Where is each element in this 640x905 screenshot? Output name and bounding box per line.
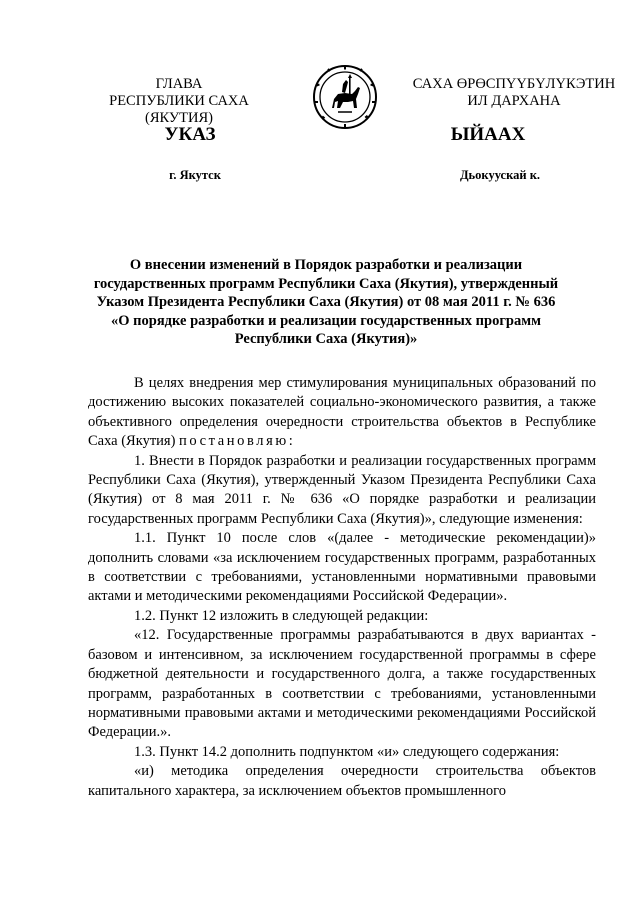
decree-body [88, 374, 596, 801]
preamble-text: В целях внедрения мер стимулирования муниципальных образований по достижению высоких показателей социально-экономического развития, а также объективного определения очередности строительства объектов в Республике Саха (Якутия) [88, 375, 596, 450]
decree-label-sah: ЫЙААХ [450, 124, 526, 145]
header-right-line2: ИЛ ДАРХАНА [467, 93, 561, 109]
header-left-line1: ГЛАВА [155, 76, 203, 92]
header-left [74, 76, 284, 127]
header-left-line2: РЕСПУБЛИКИ САХА (ЯКУТИЯ) [109, 93, 249, 126]
body-paragraph-item-1-3: 1.3. Пункт 14.2 дополнить подпунктом «и» следующего содержания: [134, 743, 560, 760]
decree-title: О внесении изменений в Порядок разработки и реализации государственных программ Республики Саха (Якутия), утвержденный Указом Президента Республики Саха (Якутия) от 08 мая 2011 г. № 636 «О порядке разработки и реализации государственных программ Республики Саха (Якутия)» [93, 257, 559, 347]
body-paragraph-preamble [88, 374, 596, 452]
body-paragraph-subitem-i: «и) методика определения очередности строительства объектов капитального характера, за исключением объектов промышленного [88, 763, 596, 799]
preamble-resolution: постановляю: [179, 433, 296, 450]
header-right [394, 76, 634, 110]
city-label-ru: г. Якутск [169, 168, 221, 182]
decree-label-ru: УКАЗ [164, 124, 216, 145]
coat-of-arms-emblem-icon [312, 64, 378, 130]
body-paragraph-item-12-text: «12. Государственные программы разрабатываются в двух вариантах - базовом и интенсивном, за исключением государственной программы в сфере бюджетной деятельности и государственного долга, а также государственных программ, разработанных в соответствии с требованиями, установленными нормативными правовыми актами и методическими рекомендациями Российской Федерации.». [88, 627, 596, 741]
body-paragraph-item-1: 1. Внести в Порядок разработки и реализации государственных программ Республики Саха (Якутия), утвержденный Указом Президента Республики Саха (Якутия) от 8 мая 2011 г. № 636 «О порядке разработки и реализации государственных программ Республики Саха (Якутия)», следующие изменения: [88, 452, 596, 527]
city-label-sah: Дьокуускай к. [459, 168, 541, 182]
body-paragraph-item-1-1: 1.1. Пункт 10 после слов «(далее - методические рекомендации)» дополнить словами «за исключением государственных программ, разработанных в соответствии с требованиями, установленными нормативными правовыми актами и методическими рекомендациями Российской Федерации». [88, 530, 596, 605]
body-paragraph-item-1-2: 1.2. Пункт 12 изложить в следующей редакции: [134, 607, 429, 624]
document-header [60, 64, 620, 126]
header-right-line1: САХА ӨРӨСПҮҮБҮЛҮКЭТИН [412, 76, 616, 92]
